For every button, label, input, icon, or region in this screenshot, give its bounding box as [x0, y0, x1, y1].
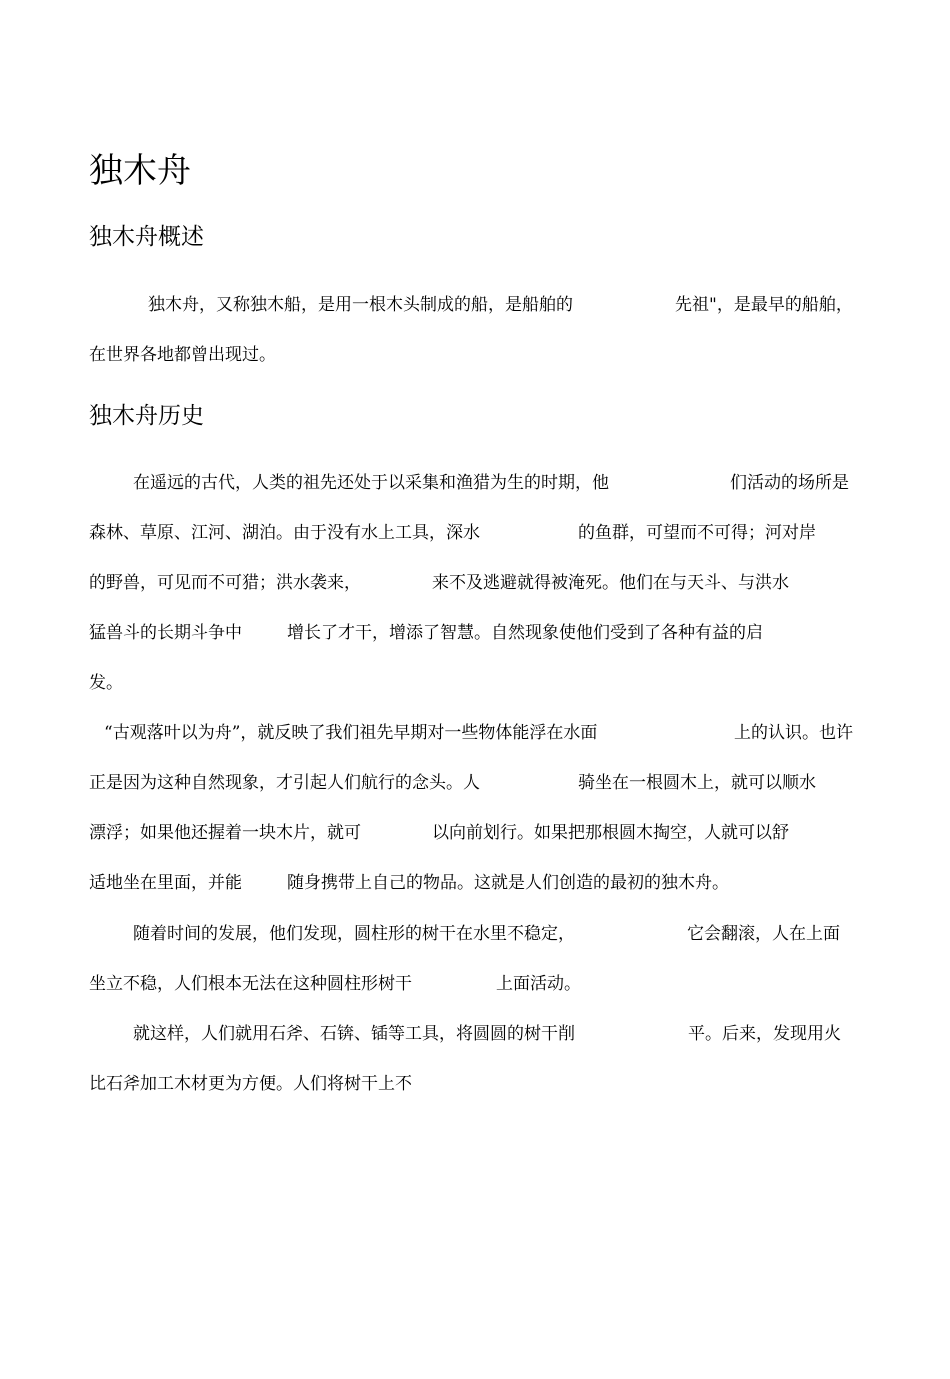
paragraph-line: 的野兽，可见而不可猎；洪水袭来，	[89, 573, 361, 593]
paragraph-line: 发。	[89, 673, 123, 693]
paragraph-line: 坐立不稳，人们根本无法在这种圆柱形树干	[89, 974, 412, 994]
paragraph-line: 增长了才干，增添了智慧。自然现象使他们受到了各种有益的启	[287, 623, 763, 643]
paragraph-line: 比石斧加工木材更为方便。人们将树干上不	[89, 1074, 412, 1094]
paragraph-line: 它会翻滚，人在上面	[687, 924, 840, 944]
paragraph-line: 猛兽斗的长期斗争中	[89, 623, 242, 643]
paragraph-line: “古观落叶以为舟”，就反映了我们祖先早期对一些物体能浮在水面	[104, 723, 598, 743]
paragraph-line: 上的认识。也许	[734, 723, 853, 743]
paragraph-line: 独木舟，又称独木船，是用一根木头制成的船，是船舶的	[148, 295, 573, 315]
paragraph-line: 正是因为这种自然现象，才引起人们航行的念头。人	[89, 773, 480, 793]
paragraph-line: 适地坐在里面，并能	[89, 873, 242, 893]
paragraph-line: 在遥远的古代，人类的祖先还处于以采集和渔猎为生的时期，他	[133, 473, 609, 493]
paragraph-line: 就这样，人们就用石斧、石锛、锸等工具，将圆圆的树干削	[133, 1024, 575, 1044]
paragraph-line: 森林、草原、江河、湖泊。由于没有水上工具，深水	[89, 523, 480, 543]
paragraph-line: 以向前划行。如果把那根圆木掏空，人就可以舒	[432, 823, 789, 843]
section-heading-history: 独木舟历史	[89, 403, 204, 429]
paragraph-line: 们活动的场所是	[730, 473, 849, 493]
paragraph-line: 随着时间的发展，他们发现，圆柱形的树干在水里不稳定，	[133, 924, 575, 944]
paragraph-line: 上面活动。	[496, 974, 581, 994]
page-title: 独木舟	[89, 151, 191, 191]
paragraph-line: 随身携带上自己的物品。这就是人们创造的最初的独木舟。	[287, 873, 729, 893]
section-heading-overview: 独木舟概述	[89, 224, 204, 250]
paragraph-line: 平。后来，发现用火	[688, 1024, 841, 1044]
paragraph-line: 骑坐在一根圆木上，就可以顺水	[578, 773, 816, 793]
paragraph-line: 先祖"，是最早的船舶，	[675, 295, 853, 315]
paragraph-line: 来不及逃避就得被淹死。他们在与天斗、与洪水	[432, 573, 789, 593]
paragraph-line: 漂浮；如果他还握着一块木片，就可	[89, 823, 361, 843]
paragraph-line: 在世界各地都曾出现过。	[89, 345, 276, 365]
paragraph-line: 的鱼群，可望而不可得；河对岸	[578, 523, 816, 543]
